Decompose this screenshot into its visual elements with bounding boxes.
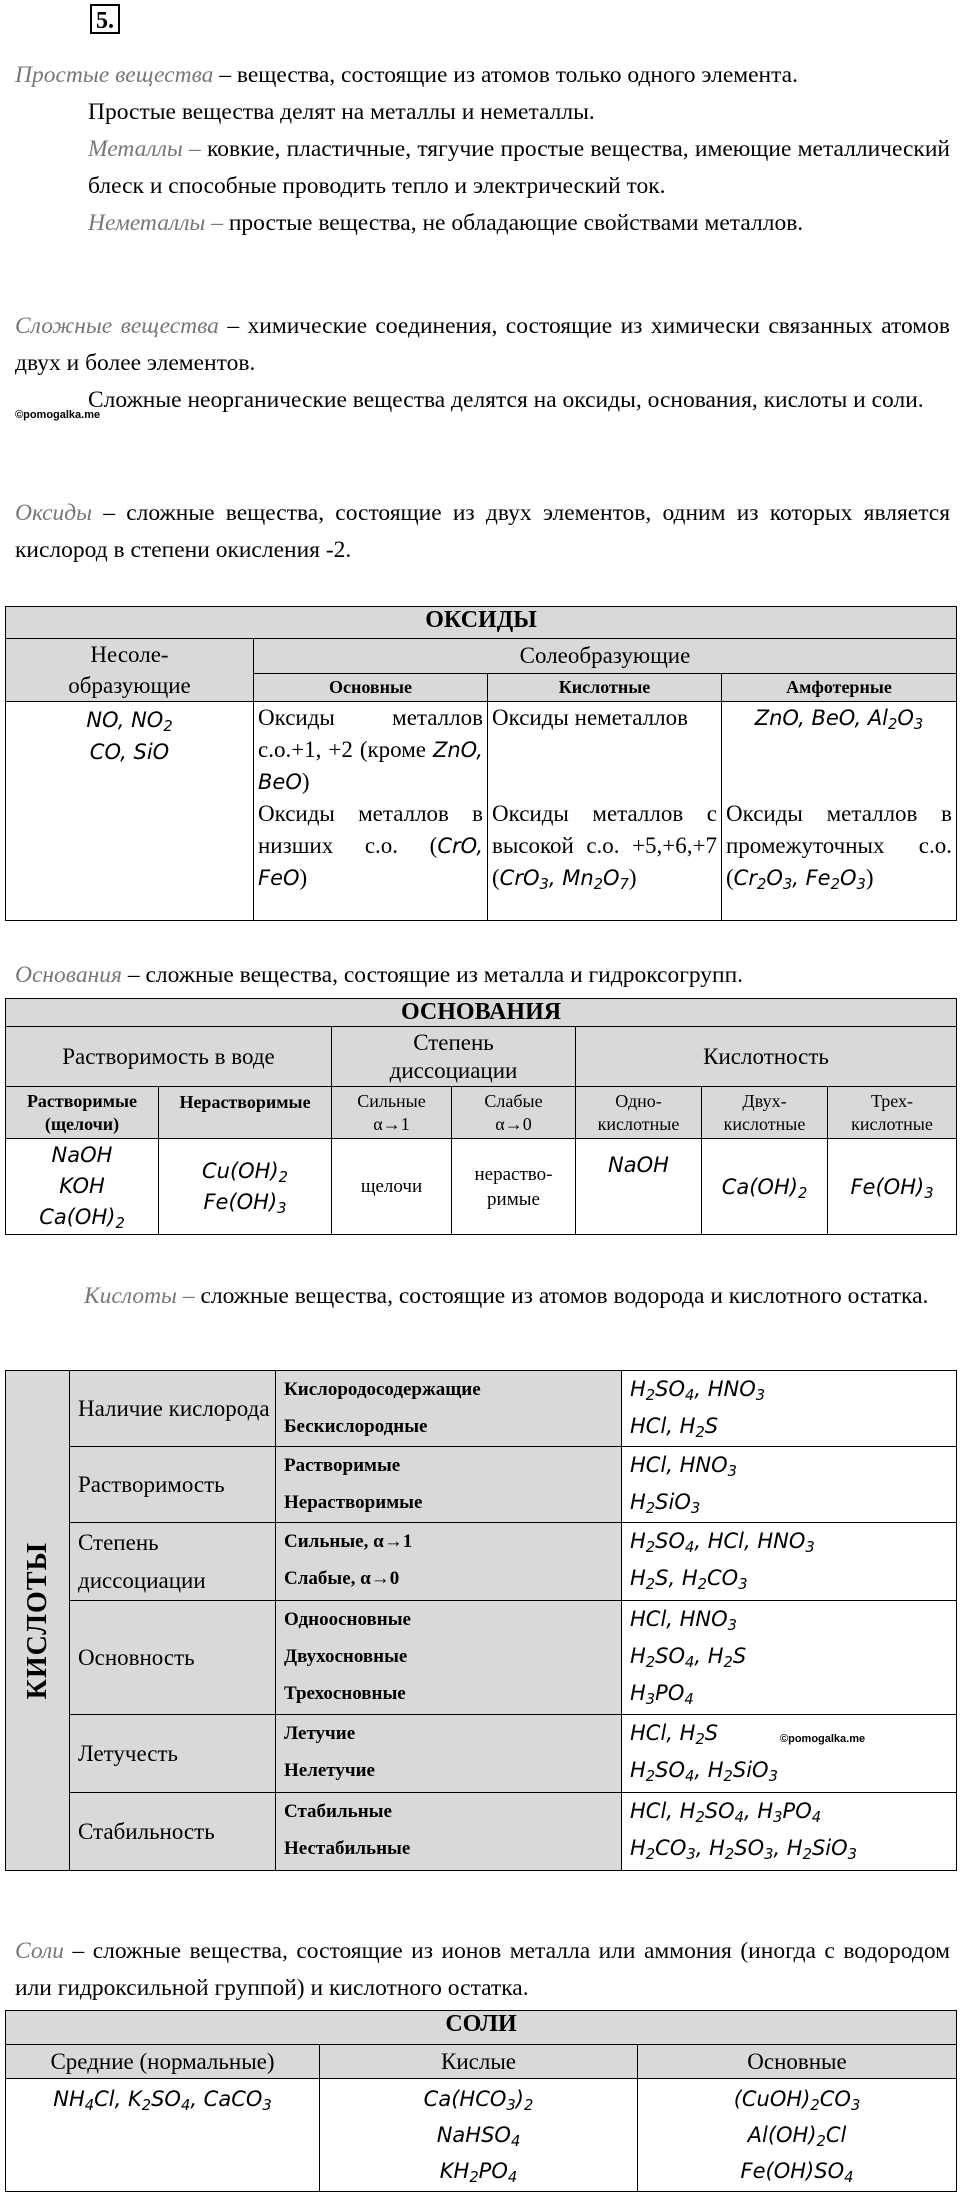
acid-property: Основность [70, 1601, 276, 1715]
salts-title: СОЛИ [6, 2011, 957, 2045]
acids-table [5, 1370, 957, 1871]
acid-formula: HCl, $HNO_3$ [630, 1607, 738, 1634]
acid-formula: $H_2SiO_3$ [630, 1490, 701, 1517]
oxides-def: – сложные вещества, состоящие из двух элементов, одним из которых является кислород в степени окисления -2. [15, 500, 950, 563]
simple-split: Простые вещества делят на металлы и неметаллы. [88, 99, 595, 125]
basic-formula-2: CrO, FeO [258, 834, 483, 890]
strong-header: Сильные α→1 [332, 1087, 452, 1139]
acidic-salts-header: Кислые [320, 2045, 638, 2079]
soluble-header: Растворимые (щелочи) [6, 1087, 159, 1139]
complex-term: Сложные вещества [15, 313, 219, 339]
acid-row [6, 1715, 957, 1793]
acidic-salt-formula: $KH_2PO_4$ [439, 2159, 518, 2186]
acidic-formula-2: CrO$_3$, $Mn_2O_7$ [499, 866, 629, 893]
acid-row [6, 1601, 957, 1715]
acid-classes [276, 1601, 622, 1715]
basic-oxides-rule-2 [258, 798, 483, 894]
acid-class: Трехосновные [284, 1683, 406, 1704]
acid-row [6, 1523, 957, 1601]
non-salt-forming-examples [6, 702, 254, 921]
acid-examples [622, 1715, 957, 1793]
weak-bases-cell: нераство-римые [452, 1139, 576, 1235]
acid-class: Летучие [284, 1723, 356, 1744]
salts-definition [15, 1933, 950, 2007]
insoluble-formula: $Fe(OH)_3$ [203, 1189, 287, 1217]
acid-row [6, 1371, 957, 1447]
acid-class: Одноосновные [284, 1609, 411, 1630]
bases-table [5, 998, 957, 1235]
salts-term: Соли [15, 1938, 64, 1964]
acidic-oxides-header: Кислотные [488, 673, 722, 701]
acid-formula: HCl, $H_2S$ [630, 1414, 719, 1441]
basic-salt-formula: $Fe(OH)SO_4$ [740, 2159, 854, 2186]
acidity-header: Кислотность [576, 1027, 957, 1087]
acid-class: Кислородосодержащие [284, 1379, 481, 1400]
medium-salts-cell [6, 2079, 320, 2192]
dissociation-header: Степень диссоциации [332, 1027, 576, 1087]
acid-classes [276, 1447, 622, 1523]
acid-formula: $H_2SO_4$, $H_2SiO_3$ [630, 1758, 778, 1785]
acid-class: Двухосновные [284, 1646, 408, 1667]
acid-property: Наличие кислорода [70, 1371, 276, 1447]
basic-oxides-header: Основные [254, 673, 488, 701]
basic-salt-formula: $Al(OH)_2Cl$ [747, 2123, 847, 2150]
medium-salts-header: Средние (нормальные) [6, 2045, 320, 2079]
acid-formula: $H_2SO_4$, $HNO_3$ [630, 1377, 766, 1404]
acid-property: Степень диссоциации [70, 1523, 276, 1601]
amphoteric-formula-1: ZnO, BeO, $Al_2O_3$ [754, 706, 924, 733]
monoacid-formula: NaOH [608, 1153, 669, 1177]
non-salt-forming-header: Несоле-образующие [6, 639, 254, 702]
oxides-title: ОКСИДЫ [6, 607, 957, 639]
acid-class: Бескислородные [284, 1416, 428, 1437]
insoluble-header: Нерастворимые [159, 1087, 332, 1139]
acid-class: Растворимые [284, 1455, 401, 1476]
amphoteric-text-2-end: ) [865, 865, 874, 890]
acid-formula: $H_2SO_4$, $H_2S$ [630, 1644, 747, 1671]
triacid-formula: $Fe(OH)_3$ [850, 1174, 934, 1202]
acids-def: сложные вещества, состоящие из атомов водорода и кислотного остатка. [194, 1283, 929, 1309]
acid-formula: $H_3PO_4$ [630, 1681, 694, 1708]
watermark-1: ©pomogalka.me [15, 409, 101, 421]
amphoteric-oxides-rule-2 [726, 798, 952, 894]
weak-header: Слабые α→0 [452, 1087, 576, 1139]
acid-row [6, 1793, 957, 1871]
acidic-salts-cell [320, 2079, 638, 2192]
acid-formula: $H_2CO_3$, $H_2SO_3$, $H_2SiO_3$ [630, 1836, 858, 1863]
amphoteric-oxides-header: Амфотерные [722, 673, 957, 701]
acid-examples [622, 1447, 957, 1523]
acidic-salt-formula: NaHSO$_4$ [436, 2123, 521, 2150]
acid-class: Сильные, α→1 [284, 1531, 413, 1552]
basic-oxides-rule-1 [258, 702, 483, 798]
acid-class: Нестабильные [284, 1838, 411, 1859]
acid-classes [276, 1715, 622, 1793]
diacid-header: Двух-кислотные [702, 1087, 828, 1139]
acids-term: Кислоты – [84, 1283, 195, 1309]
salt-forming-header: Солеобразующие [254, 639, 957, 674]
oxides-term: Оксиды [15, 500, 93, 526]
soluble-formula: $Ca(OH)_2$ [39, 1205, 125, 1232]
oxides-table [5, 606, 957, 921]
bases-title: ОСНОВАНИЯ [6, 999, 957, 1027]
acid-examples [622, 1523, 957, 1601]
watermark-2: ©pomogalka.me [780, 1733, 866, 1745]
bases-term: Основания [15, 962, 122, 988]
acid-formula: $H_2S$, $H_2CO_3$ [630, 1566, 748, 1593]
acidic-text-2: Оксиды металлов с высокой с.о. +5,+6,+7 ( [492, 801, 717, 890]
simple-definition [15, 57, 950, 94]
acid-class: Стабильные [284, 1801, 392, 1822]
complex-split: Сложные неорганические вещества делятся на оксиды, основания, кислоты и соли. [88, 387, 924, 413]
salts-table [5, 2010, 957, 2192]
amphoteric-text-2: Оксиды металлов в промежуточных с.о. ( [726, 801, 952, 890]
basic-formula-1: ZnO, BeO [258, 738, 483, 794]
acid-property: Растворимость [70, 1447, 276, 1523]
amphoteric-oxides-cell [722, 702, 957, 921]
acid-property: Стабильность [70, 1793, 276, 1871]
acid-formula: $H_2SO_4$, HCl, $HNO_3$ [630, 1529, 815, 1556]
acid-examples [622, 1793, 957, 1871]
acidic-oxides-cell [488, 702, 722, 921]
acid-property: Летучесть [70, 1715, 276, 1793]
metals-def: ковкие, пластичные, тягучие простые вещества, имеющие металлический блеск и способные проводить тепло и электрический ток. [88, 136, 950, 199]
simple-substances-block [15, 57, 950, 242]
complex-substances-block [15, 308, 950, 419]
acid-class: Нерастворимые [284, 1492, 423, 1513]
triacid-cell [828, 1139, 957, 1235]
acids-side-label-cell [6, 1371, 70, 1871]
medium-salts-formula: $NH_4Cl$, $K_2SO_4$, CaCO$_3$ [53, 2087, 272, 2114]
amphoteric-formula-2: $Cr_2O_3$, $Fe_2O_3$ [733, 866, 866, 893]
basic-salts-header: Основные [638, 2045, 957, 2079]
insoluble-formula: $Cu(OH)_2$ [201, 1158, 289, 1186]
basic-text-2: Оксиды металлов в низших с.о. ( [258, 801, 483, 858]
complex-def: – химические соединения, состоящие из химически связанных атомов двух и более элементов. [15, 313, 950, 376]
oxides-definition [15, 495, 950, 569]
acid-formula: HCl, $H_2S$ [630, 1721, 719, 1748]
metals-definition [15, 131, 950, 205]
acid-class: Слабые, α→0 [284, 1568, 400, 1589]
nonmetals-term: Неметаллы – [88, 210, 223, 236]
bases-def: – сложные вещества, состоящие из металла и гидроксогрупп. [121, 962, 744, 988]
non-salt-formula-2: CO, SiO [89, 740, 170, 764]
solubility-header: Растворимость в воде [6, 1027, 332, 1087]
soluble-bases-cell [6, 1139, 159, 1235]
acid-examples [622, 1601, 957, 1715]
salts-def: – сложные вещества, состоящие из ионов металла или аммония (иногда с водородом или гидроксильной группой) и кислотного остатка. [15, 1938, 950, 2001]
acid-formula: HCl, $HNO_3$ [630, 1453, 738, 1480]
acids-side-label: КИСЛОТЫ [21, 1541, 53, 1700]
basic-salts-cell [638, 2079, 957, 2192]
acid-classes [276, 1793, 622, 1871]
basic-text-2-end: ) [299, 865, 308, 890]
monoacid-header: Одно-кислотные [576, 1087, 702, 1139]
metals-term: Металлы – [88, 136, 201, 162]
acids-definition [15, 1273, 950, 1319]
basic-text-1: Оксиды металлов с.о.+1, +2 (кроме [258, 705, 483, 762]
soluble-formula: NaOH [51, 1143, 113, 1167]
bases-definition [15, 957, 950, 994]
acidic-oxides-rule-2 [492, 798, 717, 894]
acids-body [6, 1371, 957, 1871]
insoluble-bases-cell [159, 1139, 332, 1235]
acid-classes [276, 1371, 622, 1447]
basic-text-1-end: ) [301, 769, 310, 794]
acid-examples [622, 1371, 957, 1447]
acid-row [6, 1447, 957, 1523]
acid-classes [276, 1523, 622, 1601]
triacid-header: Трех-кислотные [828, 1087, 957, 1139]
complex-definition [15, 308, 950, 382]
strong-bases-cell: щелочи [332, 1139, 452, 1235]
acidic-salt-formula: $Ca(HCO_3)_2$ [423, 2087, 534, 2114]
non-salt-formula-1: NO, $NO_2$ [86, 708, 173, 735]
simple-def: – вещества, состоящие из атомов только одного элемента. [213, 62, 798, 88]
monoacid-cell [576, 1139, 702, 1235]
acid-class: Нелетучие [284, 1760, 375, 1781]
acid-formula: HCl, $H_2SO_4$, $H_3PO_4$ [630, 1799, 822, 1826]
nonmetals-def: простые вещества, не обладающие свойствами металлов. [222, 210, 804, 236]
diacid-cell [702, 1139, 828, 1235]
diacid-formula: $Ca(OH)_2$ [721, 1174, 808, 1202]
basic-salt-formula: $(CuOH)_2CO_3$ [733, 2087, 861, 2114]
task-number: 5. [90, 4, 120, 34]
acidic-text-2-end: ) [628, 865, 637, 890]
simple-term: Простые вещества [15, 62, 214, 88]
nonmetals-definition [15, 205, 950, 242]
acidic-oxides-rule-1: Оксиды неметаллов [492, 705, 688, 730]
basic-oxides-cell [254, 702, 488, 921]
soluble-formula: KOH [59, 1174, 105, 1198]
